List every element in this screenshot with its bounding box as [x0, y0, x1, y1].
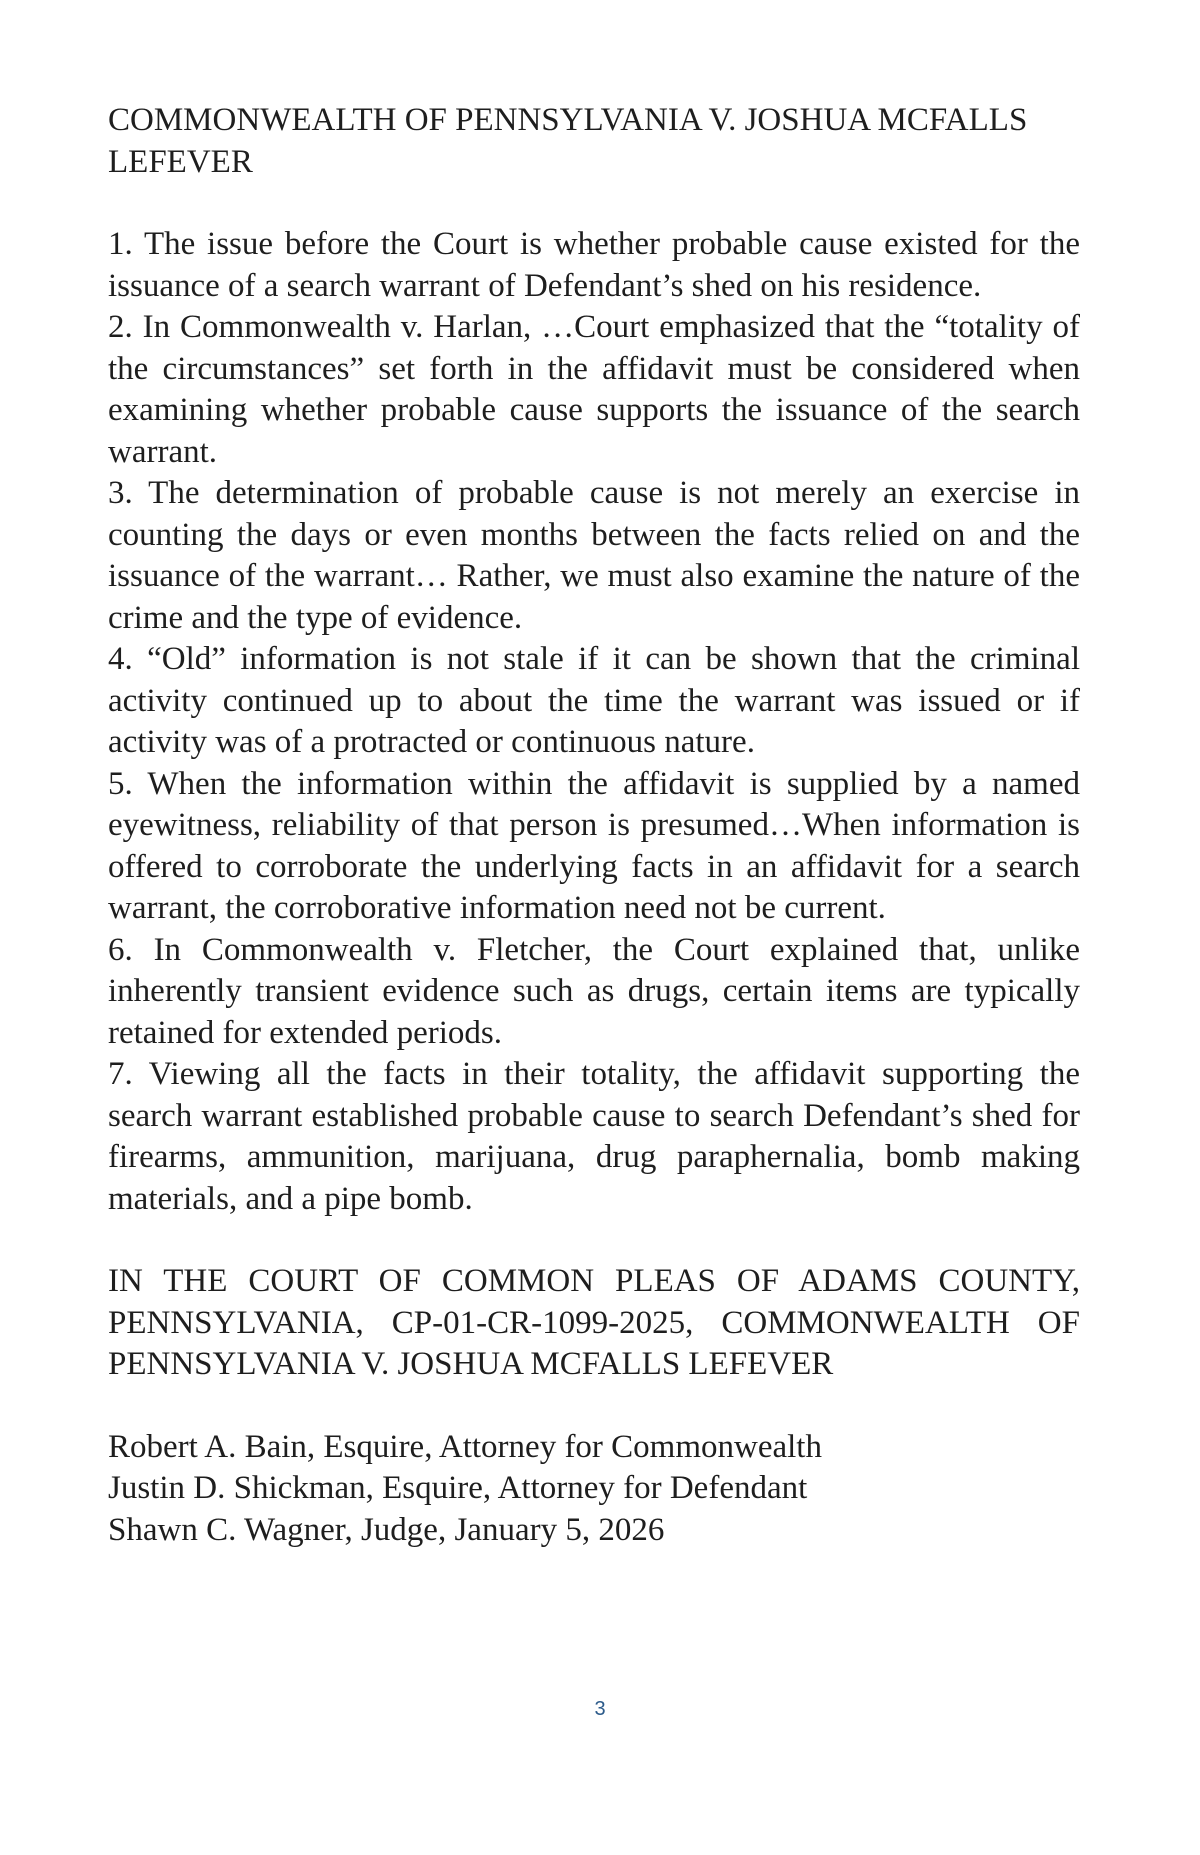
headnote-5: 5. When the information within the affidavit is supplied by a named eyewitness, reliability of that person is presumed…When information is offered to corroborate the underlying facts in an affidavit for a search warrant, the corroborative information need not be current.	[108, 765, 1080, 926]
headnote-7: 7. Viewing all the facts in their totality, the affidavit supporting the search warrant established probable cause to search Defendant’s shed for firearms, ammunition, marijuana, drug paraphernalia, bomb making materials, and a pipe bomb.	[108, 1056, 1080, 1217]
court-caption: IN THE COURT OF COMMON PLEAS OF ADAMS COUNTY, PENNSYLVANIA, CP-01-CR-1099-2025, COMMONWEALTH OF PENNSYLVANIA V. JOSHUA MCFALLS LEFEVER	[108, 1263, 1080, 1382]
headnotes-section	[108, 224, 1080, 1220]
document-page	[108, 100, 1080, 1551]
headnote-2: 2. In Commonwealth v. Harlan, …Court emphasized that the “totality of the circumstances” set forth in the affidavit must be considered when examining whether probable cause supports the issuance of the search warrant.	[108, 309, 1080, 470]
headnote-1: 1. The issue before the Court is whether probable cause existed for the issuance of a search warrant of Defendant’s shed on his residence.	[108, 226, 1080, 304]
counsel-commonwealth: Robert A. Bain, Esquire, Attorney for Commonwealth	[108, 1428, 822, 1465]
page-number: 3	[594, 1698, 606, 1720]
headnote-6: 6. In Commonwealth v. Fletcher, the Court explained that, unlike inherently transient evidence such as drugs, certain items are typically retained for extended periods.	[108, 931, 1080, 1051]
judge-line: Shawn C. Wagner, Judge, January 5, 2026	[108, 1511, 665, 1548]
headnote-4: 4. “Old” information is not stale if it can be shown that the criminal activity continued up to about the time the warrant was issued or if activity was of a protracted or continuous nature.	[108, 641, 1080, 760]
headnote-3: 3. The determination of probable cause is not merely an exercise in counting the days or even months between the facts relied on and the issuance of the warrant… Rather, we must also examine the nature of the crime and the type of evidence.	[108, 475, 1080, 636]
counsel-block	[108, 1427, 1080, 1552]
case-title: COMMONWEALTH OF PENNSYLVANIA V. JOSHUA MCFALLS LEFEVER	[108, 102, 1028, 180]
counsel-defendant: Justin D. Shickman, Esquire, Attorney for Defendant	[108, 1470, 808, 1506]
